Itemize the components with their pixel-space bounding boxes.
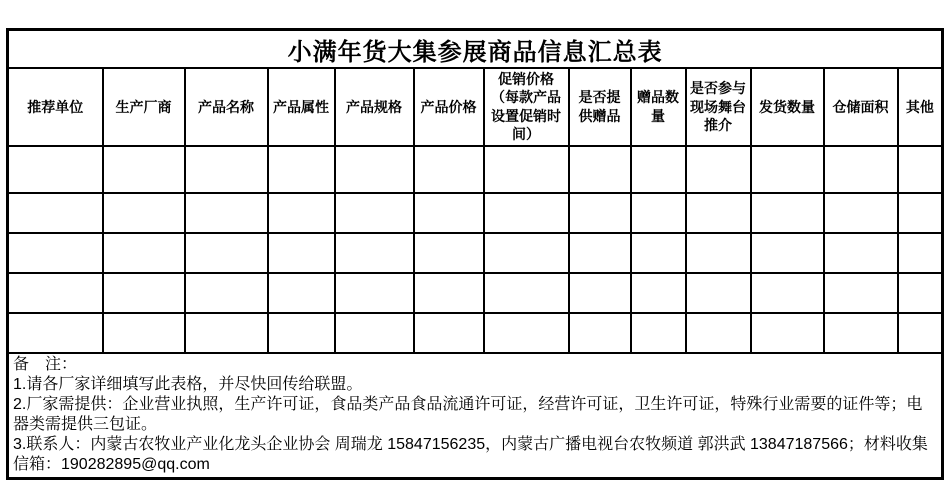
empty-cell [8, 313, 103, 353]
column-header-gift-provided: 是否提供赠品 [569, 68, 631, 146]
column-header-other: 其他 [898, 68, 943, 146]
table-row [8, 273, 943, 313]
empty-cell [103, 146, 185, 193]
notes-row [8, 353, 943, 479]
empty-cell [335, 193, 414, 233]
empty-cell [751, 146, 824, 193]
empty-cell [414, 273, 484, 313]
empty-cell [268, 193, 335, 233]
empty-cell [751, 313, 824, 353]
column-header-manufacturer: 生产厂商 [103, 68, 185, 146]
empty-cell [898, 273, 943, 313]
table-row [8, 313, 943, 353]
empty-cell [484, 233, 569, 273]
empty-cell [268, 233, 335, 273]
empty-cell [185, 313, 268, 353]
empty-cell [103, 313, 185, 353]
column-header-product-name: 产品名称 [185, 68, 268, 146]
empty-cell [8, 233, 103, 273]
empty-cell [185, 233, 268, 273]
note-line-3: 3.联系人：内蒙古农牧业产业化龙头企业协会 周瑞龙 15847156235，内蒙古广播电视台农牧频道 郭洪武 13847187566；材料收集信箱：190282895@qq.com [13, 435, 928, 473]
empty-cell [898, 313, 943, 353]
empty-cell [484, 313, 569, 353]
empty-cell [686, 313, 751, 353]
empty-cell [414, 233, 484, 273]
column-header-ship-quantity: 发货数量 [751, 68, 824, 146]
empty-cell [898, 233, 943, 273]
empty-cell [268, 146, 335, 193]
table-row [8, 193, 943, 233]
empty-cell [631, 313, 686, 353]
empty-cell [569, 273, 631, 313]
empty-cell [631, 233, 686, 273]
empty-cell [268, 273, 335, 313]
empty-cell [898, 193, 943, 233]
empty-cell [824, 273, 898, 313]
column-header-product-price: 产品价格 [414, 68, 484, 146]
empty-cell [631, 273, 686, 313]
notes-heading: 备 注： [13, 355, 78, 373]
empty-cell [824, 313, 898, 353]
empty-cell [898, 146, 943, 193]
empty-cell [414, 193, 484, 233]
empty-cell [335, 273, 414, 313]
column-header-warehouse-area: 仓储面积 [824, 68, 898, 146]
empty-cell [686, 273, 751, 313]
column-header-stage-promotion: 是否参与现场舞台推介 [686, 68, 751, 146]
empty-cell [484, 193, 569, 233]
empty-cell [824, 146, 898, 193]
column-header-gift-quantity: 赠品数量 [631, 68, 686, 146]
note-line-2: 2.厂家需提供：企业营业执照，生产许可证，食品类产品食品流通许可证，经营许可证，卫生许可证，特殊行业需要的证件等；电器类需提供三包证。 [13, 395, 923, 433]
empty-cell [484, 273, 569, 313]
empty-cell [335, 313, 414, 353]
empty-cell [631, 193, 686, 233]
empty-cell [185, 193, 268, 233]
empty-rows [8, 146, 943, 353]
empty-cell [8, 146, 103, 193]
column-header-product-spec: 产品规格 [335, 68, 414, 146]
table-row [8, 233, 943, 273]
empty-cell [569, 313, 631, 353]
empty-cell [8, 193, 103, 233]
empty-cell [103, 233, 185, 273]
empty-cell [751, 233, 824, 273]
empty-cell [824, 233, 898, 273]
goods-summary-table [6, 28, 944, 480]
empty-cell [569, 233, 631, 273]
empty-cell [414, 313, 484, 353]
empty-cell [751, 273, 824, 313]
empty-cell [686, 193, 751, 233]
empty-cell [185, 146, 268, 193]
empty-cell [751, 193, 824, 233]
column-header-recommending-unit: 推荐单位 [8, 68, 103, 146]
note-line-1: 1.请各厂家详细填写此表格，并尽快回传给联盟。 [13, 375, 363, 393]
empty-cell [103, 193, 185, 233]
empty-cell [103, 273, 185, 313]
empty-cell [484, 146, 569, 193]
page-title: 小满年货大集参展商品信息汇总表 [8, 30, 943, 69]
empty-cell [335, 146, 414, 193]
empty-cell [268, 313, 335, 353]
empty-cell [185, 273, 268, 313]
empty-cell [569, 193, 631, 233]
empty-cell [414, 146, 484, 193]
column-header-product-attribute: 产品属性 [268, 68, 335, 146]
notes-cell [8, 353, 943, 479]
empty-cell [8, 273, 103, 313]
empty-cell [824, 193, 898, 233]
empty-cell [335, 233, 414, 273]
table-row [8, 146, 943, 193]
column-header-promo-price: 促销价格（每款产品设置促销时间） [484, 68, 569, 146]
empty-cell [631, 146, 686, 193]
title-row [8, 30, 943, 69]
empty-cell [686, 146, 751, 193]
column-header-row [8, 68, 943, 146]
empty-cell [686, 233, 751, 273]
empty-cell [569, 146, 631, 193]
